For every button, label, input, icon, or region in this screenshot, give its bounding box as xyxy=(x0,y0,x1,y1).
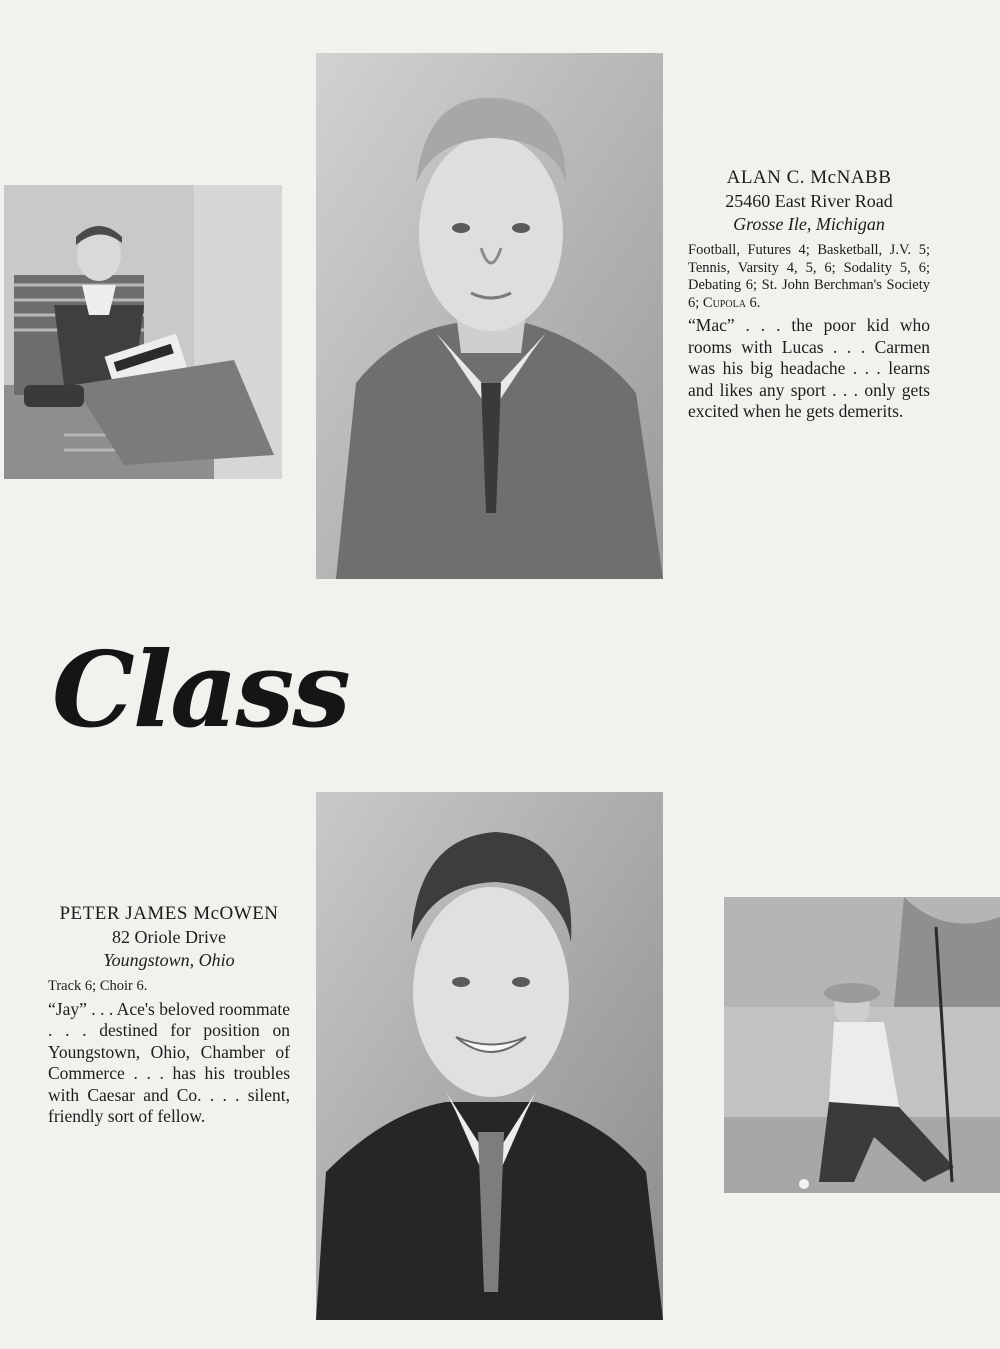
student-address: 82 Oriole Drive xyxy=(112,927,226,947)
student-name: ALAN C. McNABB xyxy=(726,167,892,188)
student-name: PETER JAMES McOWEN xyxy=(59,903,279,924)
entry-alan-mcnabb xyxy=(688,167,930,423)
candid-photo-reading xyxy=(4,185,282,479)
student-description: “Jay” . . . Ace's beloved roommate . . . destined for position on Youngstown, Ohio, Chamber of Commerce . . . has his troubles with Caesar and Co. . . . silent, friendly sort of fellow. xyxy=(48,998,290,1126)
candid-photo-golf xyxy=(724,897,1000,1193)
student-city: Youngstown, Ohio xyxy=(103,950,235,970)
student-city: Grosse Ile, Michigan xyxy=(733,214,885,234)
student-activities: Track 6; Choir 6. xyxy=(48,978,148,994)
class-heading: Class xyxy=(52,628,349,751)
portrait-photo-peter-mcowen xyxy=(316,792,663,1320)
entry-peter-mcowen xyxy=(48,903,290,1128)
student-activities xyxy=(688,242,930,312)
activities-cupola: Cupola 6. xyxy=(702,294,761,311)
student-address: 25460 East River Road xyxy=(725,191,893,211)
student-description: “Mac” . . . the poor kid who rooms with Lucas . . . Carmen was his big headache . . . learns and likes any sport . . . only gets excited when he gets demerits. xyxy=(688,315,930,421)
portrait-photo-alan-mcnabb xyxy=(316,53,663,579)
activities-text: Football, Futures 4; Basketball, J.V. 5; Tennis, Varsity 4, 5, 6; Sodality 5, 6; Debating 6; St. John Berchman's Society 6; xyxy=(688,242,930,311)
